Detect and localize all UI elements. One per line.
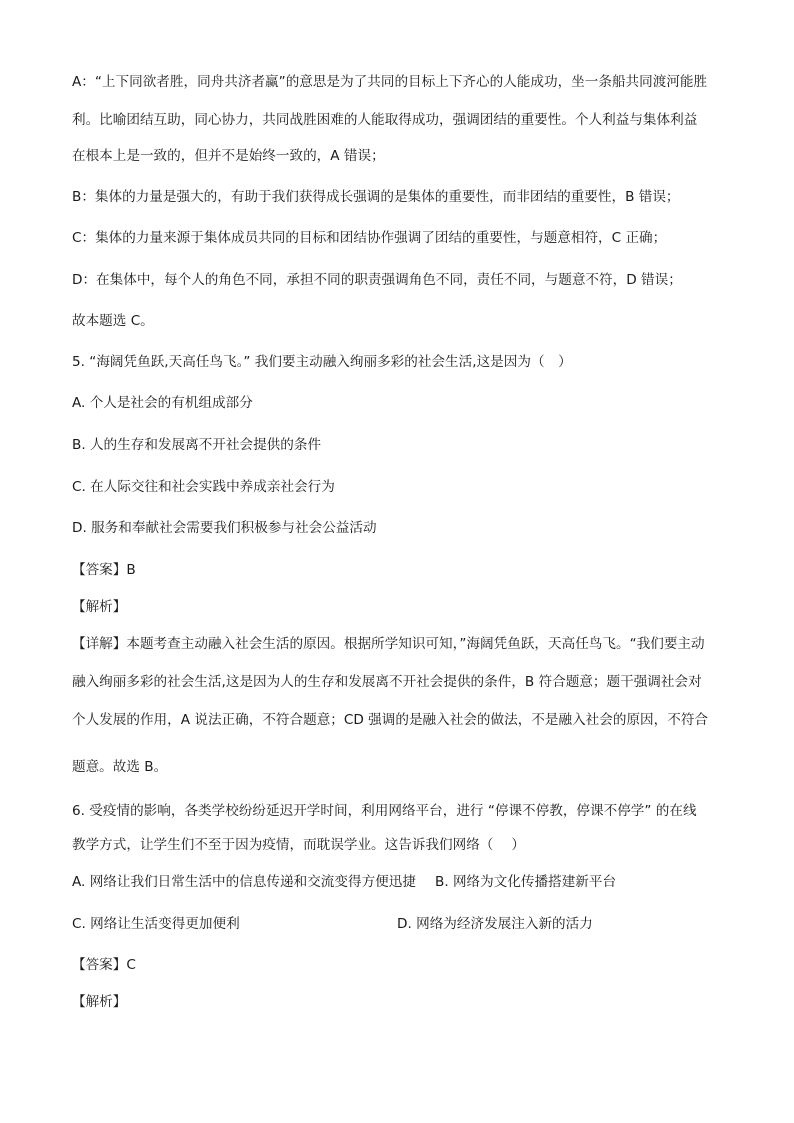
question-6-analysis-label: 【解析】 [72,994,127,1010]
analysis-option-a-line1: A：“上下同欲者胜，同舟共济者赢”的意思是为了共同的目标上下齐心的人能成功，坐一条船共同渡河能胜 [72,74,708,90]
question-6-answer: 【答案】C [72,957,136,973]
analysis-option-b: B：集体的力量是强大的，有助于我们获得成长强调的是集体的重要性，而非团结的重要性，B 错误； [72,189,680,205]
analysis-option-d: D：在集体中，每个人的角色不同，承担不同的职责强调角色不同，责任不同，与题意不符，D 错误； [72,272,682,288]
question-6-option-b: B. 网络为文化传播搭建新平台 [435,874,617,890]
question-6-option-a: A. 网络让我们日常生活中的信息传递和交流变得方便迅捷 [72,874,416,890]
question-6-stem-line1: 6. 受疫情的影响，各类学校纷纷延迟开学时间，利用网络平台，进行 “停课不停教，停课不停学” 的在线 [72,803,697,819]
question-5-answer: 【答案】B [72,562,136,578]
question-5-option-a: A. 个人是社会的有机组成部分 [72,395,253,411]
analysis-option-c: C：集体的力量来源于集体成员共同的目标和团结协作强调了团结的重要性，与题意相符，C 正确； [72,230,667,246]
question-6-stem-line2: 教学方式，让学生们不至于因为疫情，而耽误学业。这告诉我们网络（ ） [72,837,525,853]
question-6-option-c: C. 网络让生活变得更加便利 [72,916,240,932]
question-5-detail-line3: 个人发展的作用，A 说法正确，不符合题意；CD 强调的是融入社会的做法，不是融入社会的原因，不符合 [72,712,709,728]
question-5-detail-line2: 融入绚丽多彩的社会生活,这是因为人的生存和发展离不开社会提供的条件，B 符合题意；题干强调社会对 [72,674,702,690]
question-5-detail-line1: 【详解】本题考查主动融入社会生活的原因。根据所学知识可知，”海阔凭鱼跃，天高任鸟飞。“我们要主动 [72,636,705,652]
analysis-conclusion: 故本题选 C。 [72,313,154,329]
question-5-option-d: D. 服务和奉献社会需要我们积极参与社会公益活动 [72,520,377,536]
question-5-stem: 5. “海阔凭鱼跃,天高任鸟飞。” 我们要主动融入绚丽多彩的社会生活,这是因为（ ） [72,354,572,370]
analysis-option-a-line2: 利。比喻团结互助，同心协力，共同战胜困难的人能取得成功，强调团结的重要性。个人利益与集体利益 [72,112,698,128]
question-5-option-b: B. 人的生存和发展离不开社会提供的条件 [72,437,322,453]
question-5-option-c: C. 在人际交往和社会实践中养成亲社会行为 [72,479,335,495]
question-5-detail-line4: 题意。故选 B。 [72,759,168,775]
question-5-analysis-label: 【解析】 [72,599,127,615]
analysis-option-a-line3: 在根本上是一致的，但并不是始终一致的，A 错误； [72,148,385,164]
question-6-option-d: D. 网络为经济发展注入新的活力 [397,916,593,932]
